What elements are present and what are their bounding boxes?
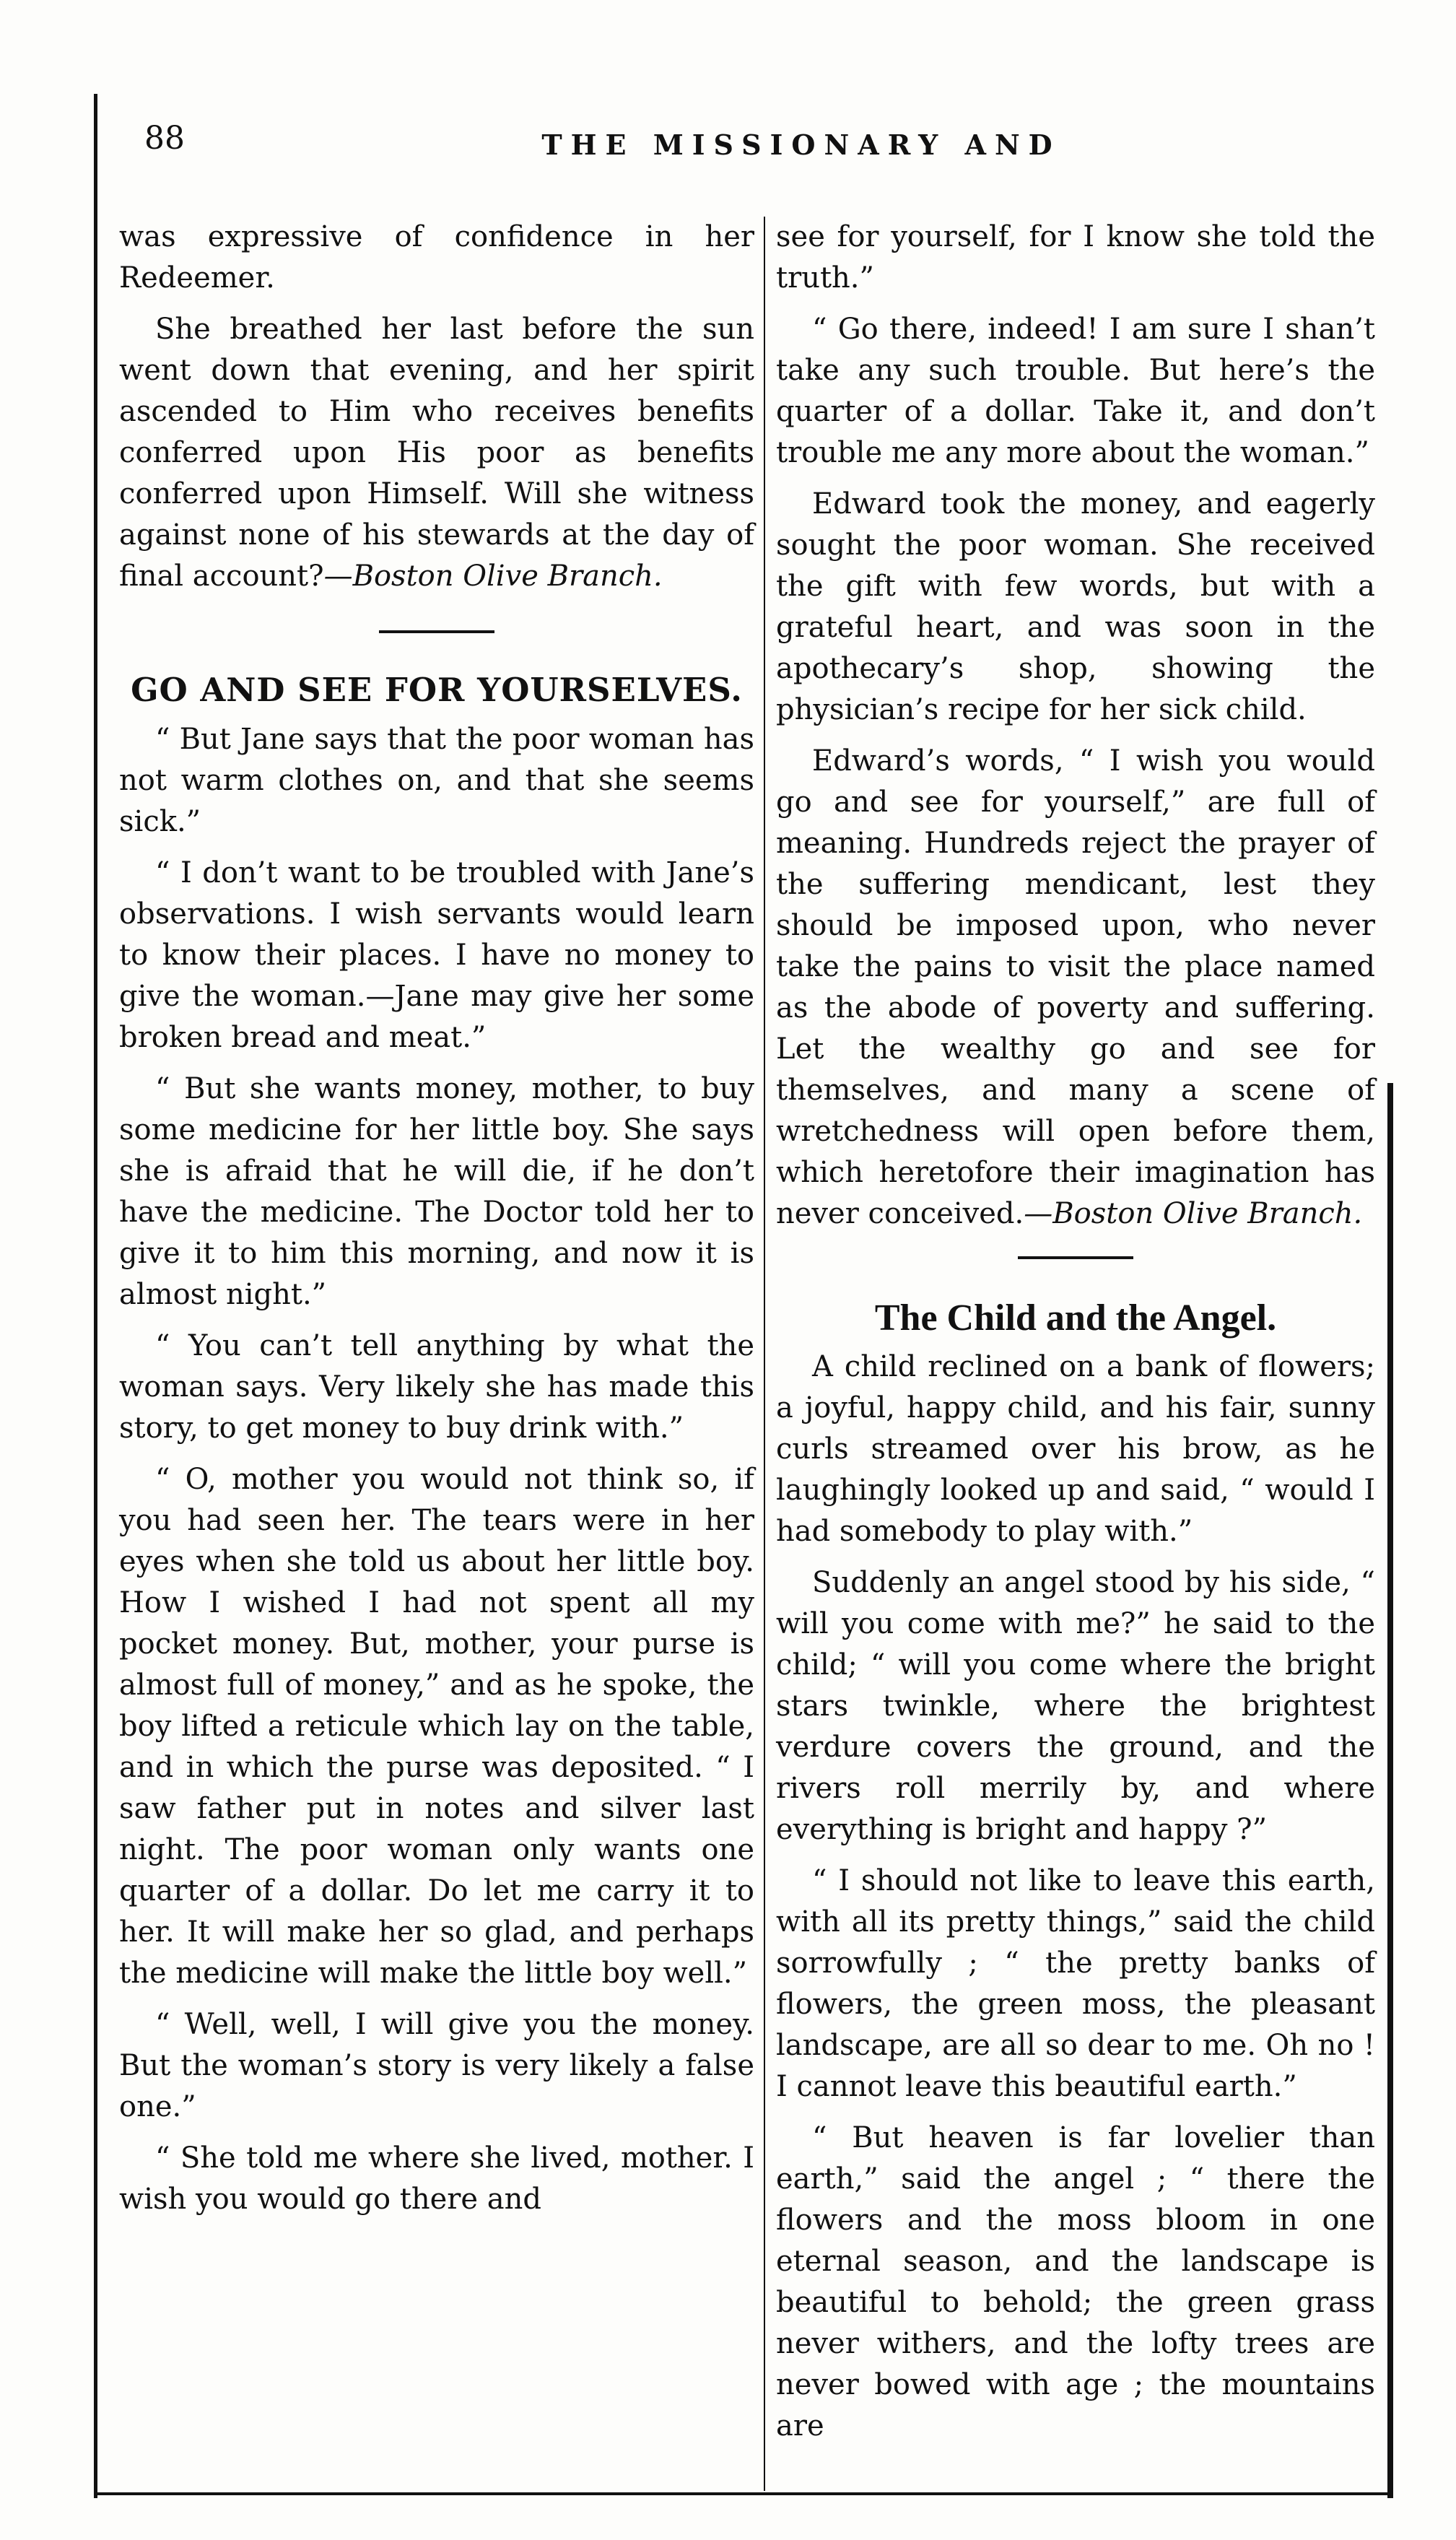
paragraph-text: She breathed her last before the sun went down that evening, and her spirit ascended to Him who receives benefits conferred upon His poor as benefits conferred upon Himself. Will she witness against none of his stewards at the day of final account? [119,313,754,593]
paragraph: was expressive of confidence in her Redeemer. [119,220,754,295]
section-divider [379,630,494,633]
right-edge-rule [1387,1083,1393,2498]
paragraph: “ But she wants money, mother, to buy some medicine for her little boy. She says she is afraid that he will die, if he don’t have the medicine. The Doctor told her to give it to him this morning, and now it is almost night.” [119,1072,754,1311]
paragraph: “ She told me where she lived, mother. I wish you would go there and [119,2141,754,2216]
running-head: THE MISSIONARY AND [541,129,1061,161]
paragraph: Edward took the money, and eagerly sought the poor woman. She received the gift with few words, but with a grateful heart, and was soon in the apothecary’s shop, showing the physician’s recipe for her sick child. [776,487,1375,726]
paragraph: “ O, mother you would not think so, if you had seen her. The tears were in her eyes when she told us about her little boy. How I wished I had not spent all my pocket money. But, mother, your purse is almost full of money,” and as he spoke, the boy lifted a reticule which lay on the table, and in which the purse was deposited. “ I saw father put in notes and silver last night. The poor woman only wants one quarter of a dollar. Do let me carry it to her. It will make her so glad, and perhaps the medicine will make the little boy well.” [119,1463,754,1990]
article-heading: GO AND SEE FOR YOURSELVES. [131,671,743,709]
paragraph: “ But Jane says that the poor woman has not warm clothes on, and that she seems sick.” [119,723,754,838]
paragraph: Suddenly an angel stood by his side, “ will you come with me?” he said to the child; “ will you come where the bright stars twinkle, where the brightest verdure covers the ground, and the rivers roll merrily by, and where everything is bright and happy ?” [776,1566,1375,1846]
paragraph: “ You can’t tell anything by what the woman says. Very likely she has made this story, to get money to buy drink with.” [119,1329,754,1445]
column-divider-rule [764,217,765,2491]
paragraph: A child reclined on a bank of flowers; a joyful, happy child, and his fair, sunny curls streamed over his brow, as he laughingly looked up and said, “ would I had somebody to play with.” [776,1350,1375,1548]
paragraph: see for yourself, for I know she told the truth.” [776,220,1375,295]
paragraph: “ Go there, indeed! I am sure I shan’t take any such trouble. But here’s the quarter of a dollar. Take it, and don’t trouble me any more about the woman.” [776,313,1375,469]
section-divider [1018,1256,1133,1259]
right-column [776,217,1375,2457]
left-column [119,217,754,2230]
article-heading: The Child and the Angel. [874,1297,1277,1339]
left-margin-rule [94,94,97,2498]
paragraph [776,741,1375,1235]
page-number: 88 [144,120,185,157]
source-credit: —Boston Olive Branch. [1024,1197,1363,1230]
paragraph: “ But heaven is far lovelier than earth,” said the angel ; “ there the flowers and the moss bloom in one eternal season, and the landscape is beautiful to behold; the green grass never withers, and the lofty trees are never bowed with age ; the mountains are [776,2121,1375,2443]
source-credit: —Boston Olive Branch. [323,560,663,593]
bottom-rule [94,2492,1393,2495]
paragraph [119,309,754,597]
paragraph: “ I don’t want to be troubled with Jane’s observations. I wish servants would learn to know their places. I have no money to give the woman.—Jane may give her some broken bread and meat.” [119,856,754,1054]
paragraph: “ I should not like to leave this earth, with all its pretty things,” said the child sorrowfully ; “ the pretty banks of flowers, the green moss, the pleasant landscape, are all so dear to me. Oh no ! I cannot leave this beautiful earth.” [776,1864,1375,2103]
paragraph-text: Edward’s words, “ I wish you would go and see for yourself,” are full of meaning. Hundreds reject the prayer of the suffering mendicant, lest they should be imposed upon, who never take the pains to visit the place named as the abode of poverty and suffering. Let the wealthy go and see for themselves, and many a scene of wretchedness will open before them, which heretofore their imagination has never conceived. [776,744,1375,1230]
paragraph: “ Well, well, I will give you the money. But the woman’s story is very likely a false one.” [119,2008,754,2123]
